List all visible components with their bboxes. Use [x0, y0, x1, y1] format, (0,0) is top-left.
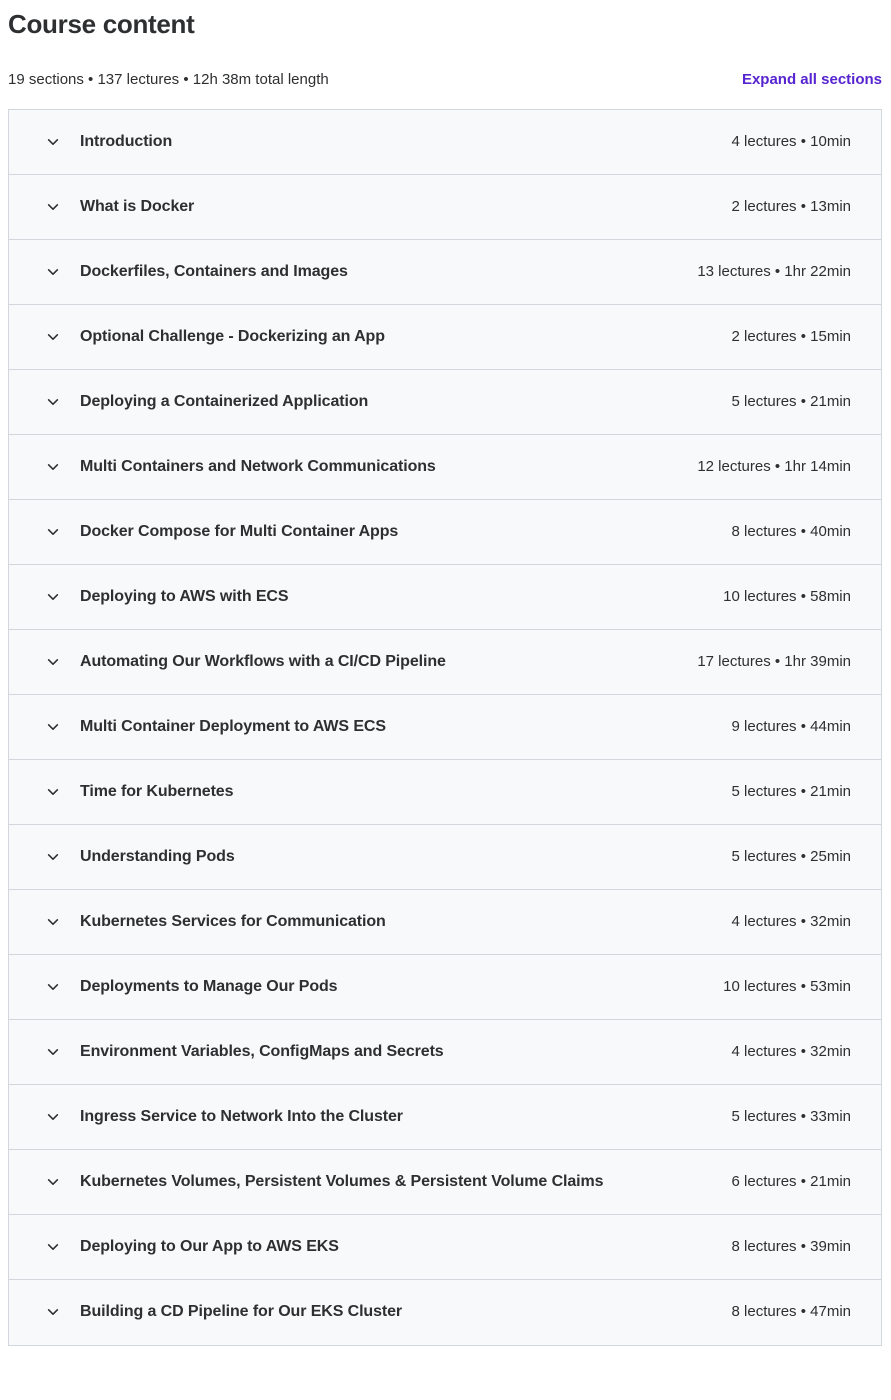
- section-meta: 4 lectures • 32min: [731, 913, 851, 930]
- section-title: Deploying to Our App to AWS EKS: [80, 1238, 339, 1255]
- chevron-down-icon: [45, 979, 61, 995]
- section-row[interactable]: [9, 1215, 881, 1280]
- section-row[interactable]: [9, 760, 881, 825]
- section-row[interactable]: [9, 630, 881, 695]
- section-row[interactable]: [9, 1150, 881, 1215]
- section-meta: 12 lectures • 1hr 14min: [697, 458, 851, 475]
- course-summary-row: [8, 69, 882, 90]
- section-meta: 9 lectures • 44min: [731, 718, 851, 735]
- section-row[interactable]: [9, 1280, 881, 1345]
- section-row[interactable]: [9, 370, 881, 435]
- chevron-down-icon: [45, 784, 61, 800]
- section-title: Introduction: [80, 133, 173, 150]
- section-row[interactable]: [9, 890, 881, 955]
- section-title: Ingress Service to Network Into the Cluster: [80, 1108, 403, 1125]
- section-title: Environment Variables, ConfigMaps and Secrets: [80, 1043, 444, 1060]
- section-meta: 8 lectures • 39min: [731, 1238, 851, 1255]
- chevron-down-icon: [45, 524, 61, 540]
- section-title: Understanding Pods: [80, 848, 235, 865]
- section-meta: 8 lectures • 40min: [731, 523, 851, 540]
- section-row[interactable]: [9, 1085, 881, 1150]
- section-row[interactable]: [9, 110, 881, 175]
- section-meta: 2 lectures • 15min: [731, 328, 851, 345]
- chevron-down-icon: [45, 134, 61, 150]
- section-meta: 5 lectures • 25min: [731, 848, 851, 865]
- section-meta: 17 lectures • 1hr 39min: [697, 653, 851, 670]
- section-row[interactable]: [9, 175, 881, 240]
- chevron-down-icon: [45, 1239, 61, 1255]
- section-row[interactable]: [9, 305, 881, 370]
- section-title: Kubernetes Services for Communication: [80, 913, 386, 930]
- section-meta: 5 lectures • 21min: [731, 783, 851, 800]
- section-meta: 6 lectures • 21min: [731, 1173, 851, 1190]
- section-title: Multi Container Deployment to AWS ECS: [80, 718, 386, 735]
- section-meta: 10 lectures • 58min: [723, 588, 851, 605]
- chevron-down-icon: [45, 329, 61, 345]
- section-title: Docker Compose for Multi Container Apps: [80, 523, 399, 540]
- section-title: Optional Challenge - Dockerizing an App: [80, 328, 385, 345]
- chevron-down-icon: [45, 199, 61, 215]
- section-meta: 5 lectures • 33min: [731, 1108, 851, 1125]
- section-title: Dockerfiles, Containers and Images: [80, 263, 348, 280]
- section-title: Multi Containers and Network Communications: [80, 458, 436, 475]
- section-meta: 4 lectures • 10min: [731, 133, 851, 150]
- section-meta: 2 lectures • 13min: [731, 198, 851, 215]
- section-row[interactable]: [9, 435, 881, 500]
- section-meta: 8 lectures • 47min: [731, 1303, 851, 1320]
- section-meta: 10 lectures • 53min: [723, 978, 851, 995]
- section-title: What is Docker: [80, 198, 195, 215]
- section-row[interactable]: [9, 240, 881, 305]
- section-title: Time for Kubernetes: [80, 783, 234, 800]
- chevron-down-icon: [45, 394, 61, 410]
- section-row[interactable]: [9, 695, 881, 760]
- chevron-down-icon: [45, 849, 61, 865]
- chevron-down-icon: [45, 1304, 61, 1320]
- section-title: Deployments to Manage Our Pods: [80, 978, 338, 995]
- section-row[interactable]: [9, 565, 881, 630]
- section-title: Deploying to AWS with ECS: [80, 588, 289, 605]
- course-stats: 19 sections • 137 lectures • 12h 38m total length: [8, 71, 329, 88]
- chevron-down-icon: [45, 719, 61, 735]
- expand-all-sections-link[interactable]: Expand all sections: [741, 71, 882, 88]
- section-title: Automating Our Workflows with a CI/CD Pipeline: [80, 653, 446, 670]
- chevron-down-icon: [45, 459, 61, 475]
- section-meta: 5 lectures • 21min: [731, 393, 851, 410]
- chevron-down-icon: [45, 1109, 61, 1125]
- section-row[interactable]: [9, 1020, 881, 1085]
- chevron-down-icon: [45, 589, 61, 605]
- section-row[interactable]: [9, 500, 881, 565]
- section-title: Building a CD Pipeline for Our EKS Cluster: [80, 1303, 403, 1320]
- page-title: Course content: [8, 9, 195, 39]
- chevron-down-icon: [45, 1174, 61, 1190]
- section-row[interactable]: [9, 955, 881, 1020]
- section-row[interactable]: [9, 825, 881, 890]
- chevron-down-icon: [45, 264, 61, 280]
- course-content-accordion: [8, 109, 882, 1346]
- section-meta: 13 lectures • 1hr 22min: [697, 263, 851, 280]
- section-title: Deploying a Containerized Application: [80, 393, 369, 410]
- chevron-down-icon: [45, 654, 61, 670]
- section-meta: 4 lectures • 32min: [731, 1043, 851, 1060]
- chevron-down-icon: [45, 914, 61, 930]
- section-title: Kubernetes Volumes, Persistent Volumes & Persistent Volume Claims: [80, 1173, 604, 1190]
- chevron-down-icon: [45, 1044, 61, 1060]
